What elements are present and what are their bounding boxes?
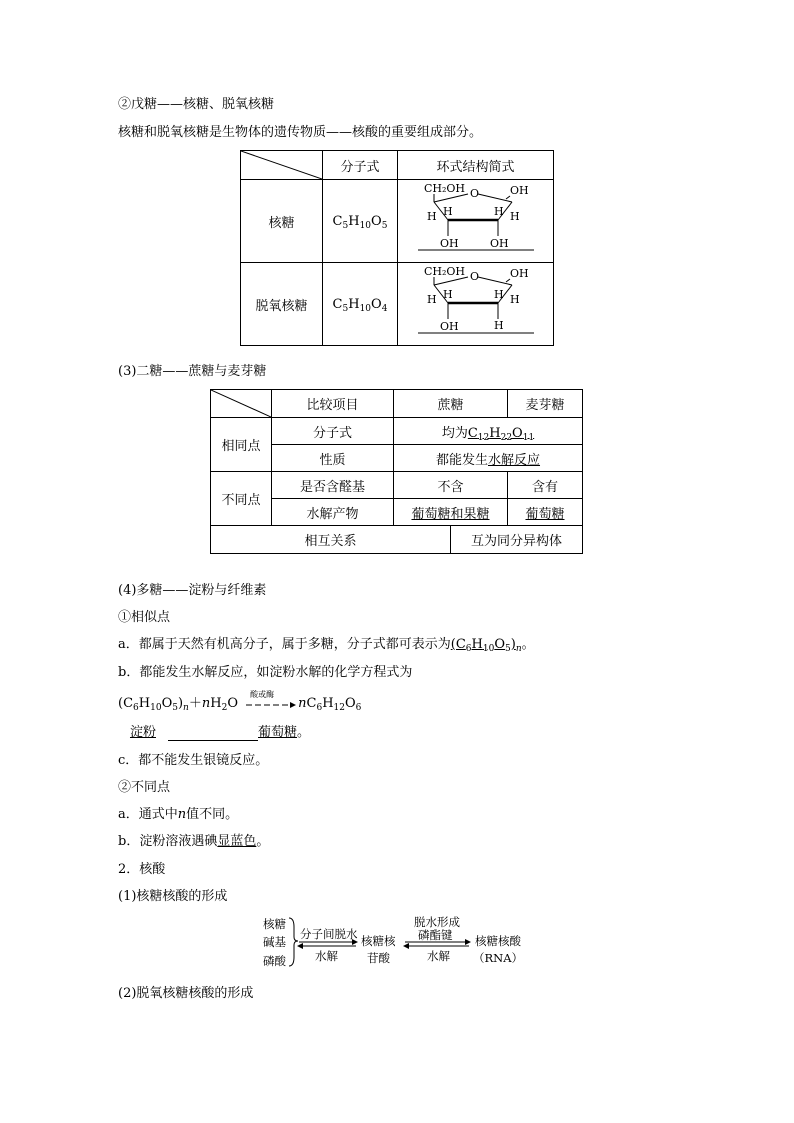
label-property: 性质 xyxy=(272,445,394,472)
svg-text:H: H xyxy=(443,288,453,301)
section-heading-disaccharide: (3)二糖——蔗糖与麦芽糖 xyxy=(118,364,267,379)
label-glucose: 葡萄糖。 xyxy=(258,725,311,740)
formula-deoxyribose: $C_5H_{10}O_4$ xyxy=(323,263,398,346)
header-compare-item: 比较项目 xyxy=(272,390,394,418)
different-heading: ②不同点 xyxy=(118,780,171,795)
svg-text:OH: OH xyxy=(510,184,529,197)
section-heading-nucleic-acid: 2．核酸 xyxy=(118,862,166,877)
similar-b: b．都能发生水解反应，如淀粉水解的化学方程式为 xyxy=(118,665,413,680)
svg-text:脱水形成: 脱水形成 xyxy=(414,915,460,929)
svg-text:苷酸: 苷酸 xyxy=(367,951,390,965)
structure-deoxyribose xyxy=(398,263,554,346)
label-similarities: 相同点 xyxy=(211,418,272,472)
label-formula: 分子式 xyxy=(272,418,394,445)
similar-a: a．都属于天然有机高分子，属于多糖，分子式都可表示为$(C_6H_{10}O_5)_n$。 xyxy=(118,637,535,654)
svg-text:OH: OH xyxy=(510,267,529,280)
svg-text:磷酯键: 磷酯键 xyxy=(418,928,453,942)
svg-text:CH₂OH: CH₂OH xyxy=(424,182,466,195)
value-formula: 均为$C_{12}H_{22}O_{11}$ xyxy=(394,418,583,445)
diagonal-header-cell-2 xyxy=(211,390,272,418)
section-heading-polysaccharide: (4)多糖——淀粉与纤维素 xyxy=(118,583,267,598)
value-relationship: 互为同分异构体 xyxy=(451,526,583,554)
label-hydrolysis: 水解产物 xyxy=(272,499,394,526)
label-relationship: 相互关系 xyxy=(211,526,451,554)
svg-text:分子间脱水: 分子间脱水 xyxy=(300,927,358,941)
value-hydrolysis-sucrose: 葡萄糖和果糖 xyxy=(394,499,508,526)
svg-text:磷酸: 磷酸 xyxy=(263,954,286,968)
value-property: 都能发生水解反应 xyxy=(394,445,583,472)
svg-text:水解: 水解 xyxy=(315,949,338,963)
rna-formation-flow xyxy=(255,912,540,974)
svg-text:H: H xyxy=(443,205,453,218)
svg-text:水解: 水解 xyxy=(427,949,450,963)
underline-gap xyxy=(168,724,258,741)
structure-ribose xyxy=(398,180,554,263)
svg-text:H: H xyxy=(427,210,437,223)
row-name-deoxyribose: 脱氧核糖 xyxy=(241,263,323,346)
hydrolysis-equation: $(C_6H_{10}O_5)_n+nH_2O$ 酸或酶 $nC_6H_{12}O_6$ xyxy=(118,690,362,713)
value-aldehyde-sucrose: 不含 xyxy=(394,472,508,499)
diagonal-header-cell xyxy=(241,151,323,180)
label-differences: 不同点 xyxy=(211,472,272,526)
different-a: a．通式中n值不同。 xyxy=(118,807,239,822)
different-b: b．淀粉溶液遇碘显蓝色。 xyxy=(118,834,270,849)
deoxyribose-ring-structure xyxy=(398,263,553,341)
dna-formation-heading: (2)脱氧核糖核酸的形成 xyxy=(118,986,254,1001)
svg-text:H: H xyxy=(510,210,520,223)
svg-text:H: H xyxy=(494,288,504,301)
reaction-arrow: 酸或酶 xyxy=(242,695,298,713)
section-heading-pentose: ②戊糖——核糖、脱氧核糖 xyxy=(118,97,275,112)
svg-text:碱基: 碱基 xyxy=(263,935,286,949)
svg-text:OH: OH xyxy=(440,320,459,333)
header-formula: 分子式 xyxy=(323,151,398,180)
header-structure: 环式结构简式 xyxy=(398,151,554,180)
svg-text:OH: OH xyxy=(440,237,459,250)
disaccharide-table xyxy=(210,389,583,554)
svg-text:H: H xyxy=(427,293,437,306)
similar-c: c．都不能发生银镜反应。 xyxy=(118,753,269,768)
svg-text:OH: OH xyxy=(490,237,509,250)
formula-ribose: $C_5H_{10}O_5$ xyxy=(323,180,398,263)
rna-formation-heading: (1)核糖核酸的形成 xyxy=(118,889,228,904)
header-sucrose: 蔗糖 xyxy=(394,390,508,418)
svg-text:核糖核: 核糖核 xyxy=(361,934,396,948)
ribose-ring-structure xyxy=(398,180,553,258)
svg-text:O: O xyxy=(470,187,480,200)
pentose-table xyxy=(240,150,554,346)
pentose-intro: 核糖和脱氧核糖是生物体的遗传物质——核酸的重要组成部分。 xyxy=(118,125,483,140)
svg-text:核糖核酸: 核糖核酸 xyxy=(475,934,521,948)
svg-text:核糖: 核糖 xyxy=(263,917,286,931)
svg-text:H: H xyxy=(494,319,504,332)
label-starch: 淀粉 xyxy=(129,725,156,740)
svg-text:H: H xyxy=(510,293,520,306)
label-aldehyde: 是否含醛基 xyxy=(272,472,394,499)
header-maltose: 麦芽糖 xyxy=(508,390,583,418)
value-hydrolysis-maltose: 葡萄糖 xyxy=(508,499,583,526)
value-aldehyde-maltose: 含有 xyxy=(508,472,583,499)
svg-text:H: H xyxy=(494,205,504,218)
similar-heading: ①相似点 xyxy=(118,610,171,625)
row-name-ribose: 核糖 xyxy=(241,180,323,263)
svg-text:（RNA）: （RNA） xyxy=(473,951,524,965)
svg-text:CH₂OH: CH₂OH xyxy=(424,265,466,278)
svg-text:O: O xyxy=(470,270,480,283)
